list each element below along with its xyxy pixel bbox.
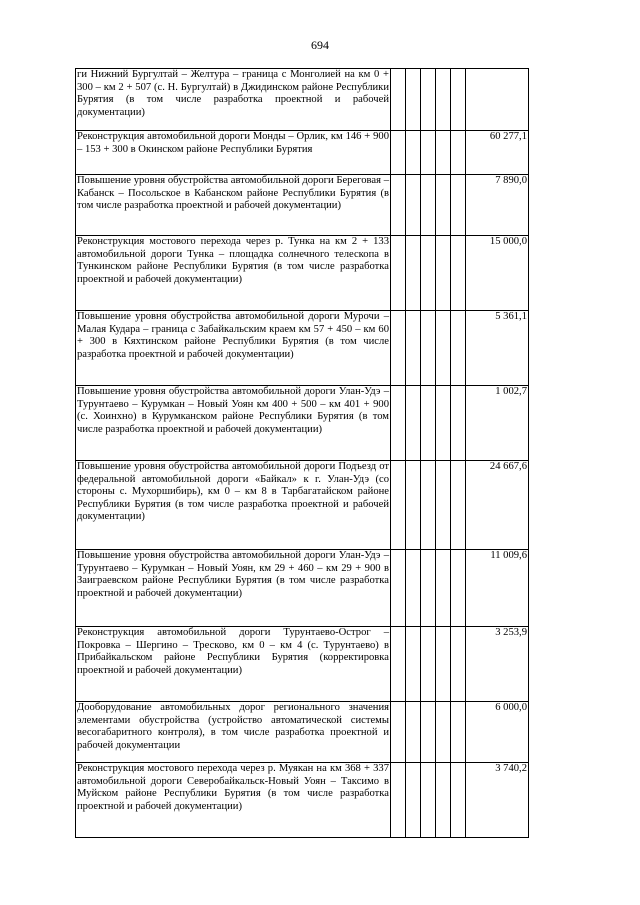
row-description: Повышение уровня обустройства автомобильной дороги Улан-Удэ – Турунтаево – Курумкан – Новый Уоян, км 29 + 460 – км 29 + 900 в Заиграевском районе Республики Бурятия (в том числе разработка проектной и рабочей документации): [76, 550, 391, 627]
blank-cell: [421, 763, 436, 838]
blank-cell: [421, 236, 436, 311]
blank-cell: [406, 702, 421, 763]
blank-cell: [406, 386, 421, 461]
blank-cell: [421, 702, 436, 763]
blank-cell: [451, 702, 466, 763]
table-row: [76, 236, 529, 311]
blank-cell: [421, 461, 436, 550]
blank-cell: [391, 175, 406, 236]
blank-cell: [436, 131, 451, 175]
blank-cell: [451, 550, 466, 627]
blank-cell: [391, 627, 406, 702]
blank-cell: [421, 69, 436, 131]
blank-cell: [391, 131, 406, 175]
blank-cell: [406, 461, 421, 550]
blank-cell: [421, 550, 436, 627]
blank-cell: [406, 311, 421, 386]
row-amount: 24 667,6: [466, 461, 529, 550]
page-number: 694: [311, 38, 329, 52]
blank-cell: [391, 236, 406, 311]
blank-cell: [451, 236, 466, 311]
row-amount: 15 000,0: [466, 236, 529, 311]
table-row: [76, 627, 529, 702]
row-description: Повышение уровня обустройства автомобильной дороги Улан-Удэ – Турунтаево – Курумкан – Новый Уоян км 400 + 500 – км 401 + 900 (с. Хоинхно) в Курумканском районе Республики Бурятия (в том числе разработка проектной и рабочей документации): [76, 386, 391, 461]
row-amount: 3 253,9: [466, 627, 529, 702]
blank-cell: [436, 69, 451, 131]
blank-cell: [406, 131, 421, 175]
blank-cell: [436, 175, 451, 236]
blank-cell: [436, 763, 451, 838]
blank-cell: [451, 386, 466, 461]
row-description: Повышение уровня обустройства автомобильной дороги Мурочи – Малая Кудара – граница с Забайкальским краем км 57 + 450 – км 60 + 300 в Кяхтинском районе Республики Бурятия (в том числе разработка проектной и рабочей документации): [76, 311, 391, 386]
blank-cell: [391, 763, 406, 838]
row-description: ги Нижний Бургултай – Желтура – граница с Монголией на км 0 + 300 – км 2 + 507 (с. Н. Бургултай) в Джидинском районе Республики Бурятия (в том числе разработка проектной и рабочей документации): [76, 69, 391, 131]
blank-cell: [421, 175, 436, 236]
blank-cell: [451, 763, 466, 838]
blank-cell: [406, 627, 421, 702]
blank-cell: [421, 386, 436, 461]
row-description: Реконструкция автомобильной дороги Монды – Орлик, км 146 + 900 – 153 + 300 в Окинском районе Республики Бурятия: [76, 131, 391, 175]
blank-cell: [421, 311, 436, 386]
row-amount: 60 277,1: [466, 131, 529, 175]
blank-cell: [406, 69, 421, 131]
blank-cell: [406, 175, 421, 236]
blank-cell: [436, 550, 451, 627]
table-row: [76, 763, 529, 838]
row-description: Дооборудование автомобильных дорог регионального значения элементами обустройства (устройство автоматической системы весогабаритного контроля), в том числе разработка проектной и рабочей документации: [76, 702, 391, 763]
row-description: Реконструкция мостового перехода через р. Муякан на км 368 + 337 автомобильной дороги Северобайкальск-Новый Уоян – Таксимо в Муйском районе Республики Бурятия (в том числе разработка проектной и рабочей документации): [76, 763, 391, 838]
row-amount: 5 361,1: [466, 311, 529, 386]
blank-cell: [406, 550, 421, 627]
blank-cell: [406, 763, 421, 838]
row-amount: 11 009,6: [466, 550, 529, 627]
table-row: [76, 131, 529, 175]
blank-cell: [391, 550, 406, 627]
blank-cell: [391, 461, 406, 550]
table-row: [76, 311, 529, 386]
blank-cell: [436, 627, 451, 702]
table-row: [76, 69, 529, 131]
blank-cell: [436, 311, 451, 386]
row-description: Повышение уровня обустройства автомобильной дороги Подъезд от федеральной автомобильной дороги «Байкал» к г. Улан-Удэ (со стороны с. Мухоршибирь), км 0 – км 8 в Тарбагатайском районе Республики Бурятия (в том числе разработка проектной и рабочей документации): [76, 461, 391, 550]
blank-cell: [451, 311, 466, 386]
row-amount: 1 002,7: [466, 386, 529, 461]
blank-cell: [451, 461, 466, 550]
blank-cell: [421, 131, 436, 175]
table-row: [76, 550, 529, 627]
blank-cell: [436, 702, 451, 763]
row-amount: 6 000,0: [466, 702, 529, 763]
row-description: Повышение уровня обустройства автомобильной дороги Береговая – Кабанск – Посольское в Кабанском районе Республики Бурятия (в том числе разработка проектной и рабочей документации): [76, 175, 391, 236]
blank-cell: [391, 69, 406, 131]
row-description: Реконструкция автомобильной дороги Турунтаево-Острог – Покровка – Шергино – Тресково, км 0 – км 4 (с. Турунтаево) в Прибайкальском районе Республики Бурятия (корректировка проектной и рабочей документации): [76, 627, 391, 702]
row-amount: [466, 69, 529, 131]
blank-cell: [436, 386, 451, 461]
blank-cell: [391, 386, 406, 461]
table-row: [76, 702, 529, 763]
blank-cell: [391, 702, 406, 763]
budget-table-body: [76, 69, 529, 838]
table-row: [76, 386, 529, 461]
blank-cell: [406, 236, 421, 311]
blank-cell: [451, 69, 466, 131]
row-description: Реконструкция мостового перехода через р. Тунка на км 2 + 133 автомобильной дороги Тунка – площадка солнечного телескопа в Тункинском районе Республики Бурятия (в том числе разработка проектной и рабочей документации): [76, 236, 391, 311]
row-amount: 7 890,0: [466, 175, 529, 236]
budget-table: [75, 68, 529, 838]
blank-cell: [451, 627, 466, 702]
blank-cell: [421, 627, 436, 702]
blank-cell: [451, 131, 466, 175]
blank-cell: [391, 311, 406, 386]
blank-cell: [436, 236, 451, 311]
blank-cell: [436, 461, 451, 550]
blank-cell: [451, 175, 466, 236]
row-amount: 3 740,2: [466, 763, 529, 838]
table-row: [76, 461, 529, 550]
table-row: [76, 175, 529, 236]
